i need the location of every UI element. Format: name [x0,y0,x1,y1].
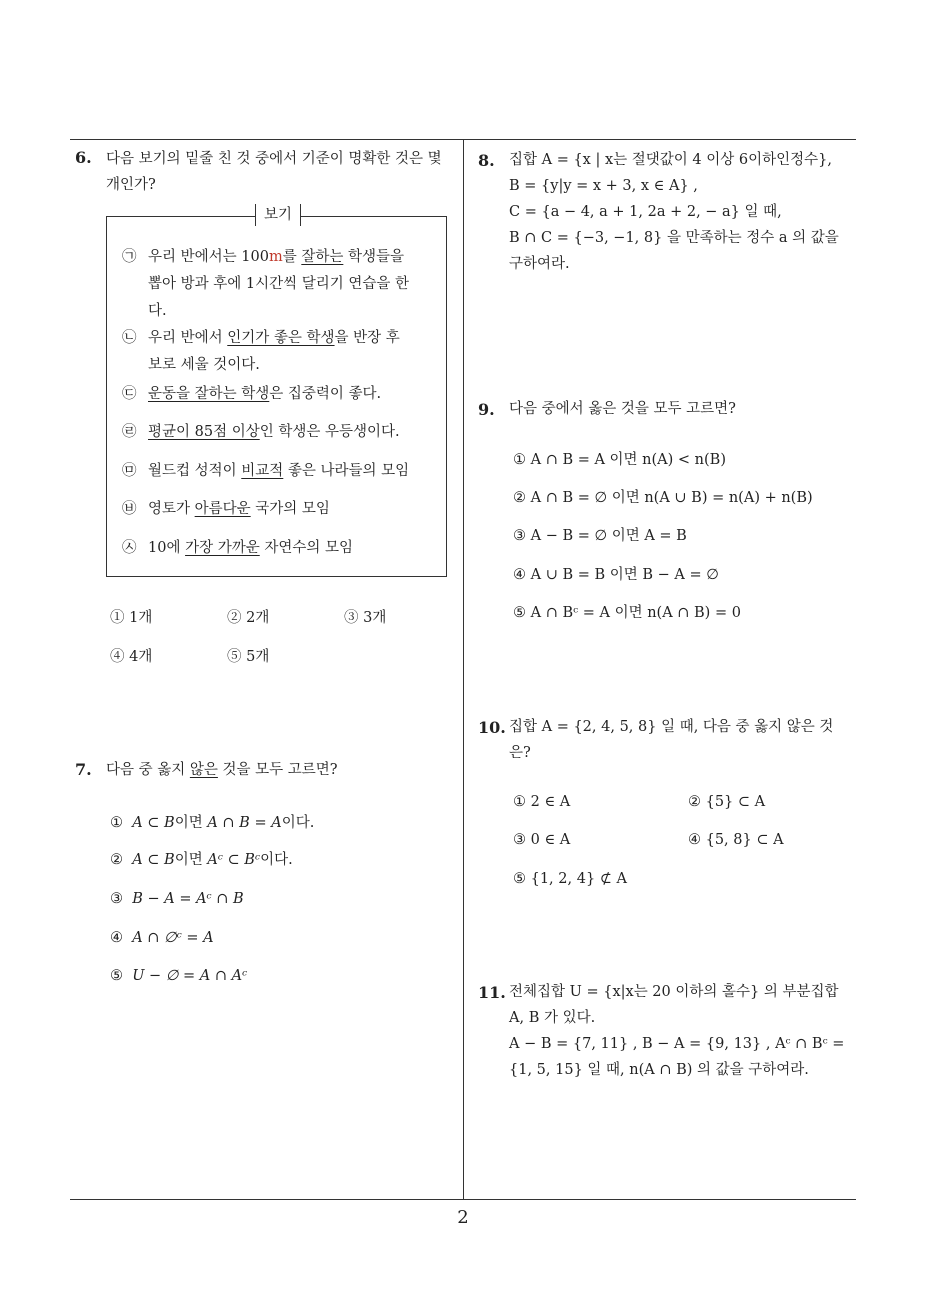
item-text: 영토가 [148,501,195,517]
underlined-phrase: 않은 [189,762,218,778]
q7-text-post: 것을 모두 고르면? [217,762,338,778]
example-item-c [122,381,427,408]
q10-choice-5[interactable]: ⑤ {1, 2, 4} ⊄ A [513,871,628,887]
q11-line: {1, 5, 15} 일 때, n(A ∩ B) 의 값을 구하여라. [509,1062,809,1078]
q7-text [106,757,338,783]
example-item-g [122,535,427,562]
choice-math: A ∩ ∅ᶜ = A [132,930,214,946]
q7-choice-5[interactable] [110,966,247,986]
item-marker: ㉤ [122,463,137,479]
q8-line: 구하여라. [509,256,570,272]
choice-mark: ④ [110,930,123,946]
column-divider [463,140,464,1200]
q10-text [509,714,859,766]
q7-text-pre: 다음 중 옳지 [106,762,190,778]
choice-text: 이다. [281,815,315,831]
item-text: 국가의 모임 [250,501,330,517]
q8-line: C = {a − 4, a + 1, 2a + 2, − a} 일 때, [509,204,782,220]
choice-math: A ∩ B = A [207,815,282,831]
example-box-label: 보기 [255,204,301,226]
item-text: 보로 세울 것이다. [148,357,260,373]
underlined-phrase: 인기가 좋은 학생 [227,330,335,346]
example-item-b [122,325,427,379]
choice-math: Aᶜ ⊂ Bᶜ [207,852,261,868]
q9-number: 9. [478,400,495,419]
q6-line1: 다음 보기의 밑줄 친 것 중에서 기준이 명확한 것은 몇 [106,151,442,167]
q11-text [509,979,864,1083]
underlined-phrase: 평균이 85점 이상 [148,424,260,440]
q9-choice-3[interactable]: ③ A − B = ∅ 이면 A = B [513,528,687,544]
item-text: 우리 반에서 [148,330,228,346]
q6-choice-3[interactable]: ③ 3개 [344,610,387,626]
underlined-phrase: 아름다운 [194,501,251,517]
choice-mark: ② [110,852,123,868]
q7-choice-3[interactable] [110,889,244,909]
q8-line: B = {y|y = x + 3, x ∈ A} , [509,178,698,194]
q6-choice-5[interactable]: ⑤ 5개 [227,649,270,665]
q7-choice-1[interactable] [110,813,314,833]
choice-mark: ⑤ [110,968,123,984]
choice-text: 이면 [174,815,208,831]
item-marker: ㉦ [122,540,137,556]
item-text: 좋은 나라들의 모임 [283,463,410,479]
example-item-d [122,419,427,446]
q8-text [509,147,859,277]
item-text: 월드컵 성적이 [148,463,242,479]
q9-text: 다음 중에서 옳은 것을 모두 고르면? [509,401,736,417]
page-number: 2 [457,1207,469,1228]
item-text: 인 학생은 우등생이다. [259,424,400,440]
item-text: 우리 반에서는 100 [148,249,269,265]
q6-choice-2[interactable]: ② 2개 [227,610,270,626]
q9-choice-4[interactable]: ④ A ∪ B = B 이면 B − A = ∅ [513,567,719,583]
q11-line: 전체집합 U = {x|x는 20 이하의 홀수} 의 부분집합 [509,984,839,1000]
item-marker: ㉠ [122,249,137,265]
q11-number: 11. [478,983,506,1002]
item-text: 학생들을 [343,249,404,265]
q8-line: 집합 A = {x | x는 절댓값이 4 이상 6이하인정수}, [509,152,832,168]
unit-m: m [268,249,283,265]
choice-text: 이면 [174,852,208,868]
example-item-a [122,244,427,325]
choice-text: 이다. [260,852,293,868]
choice-math: B − A = Aᶜ ∩ B [132,891,244,907]
q8-number: 8. [478,151,495,170]
item-text: 뽑아 방과 후에 1시간씩 달리기 연습을 한 [148,276,409,292]
q6-choice-1[interactable]: ① 1개 [110,610,153,626]
q9-choice-1[interactable]: ① A ∩ B = A 이면 n(A) < n(B) [513,452,726,468]
q9-choice-2[interactable]: ② A ∩ B = ∅ 이면 n(A ∪ B) = n(A) + n(B) [513,490,813,506]
q10-choice-2[interactable]: ② {5} ⊂ A [688,794,766,810]
q6-text [106,146,456,198]
item-text: 을 반장 후 [334,330,400,346]
choice-math: U − ∅ = A ∩ Aᶜ [132,968,248,984]
q10-choice-4[interactable]: ④ {5, 8} ⊂ A [688,832,784,848]
choice-mark: ① [110,815,123,831]
q10-line2: 은? [509,745,531,761]
item-marker: ㉡ [122,330,137,346]
choice-math: A ⊂ B [132,852,175,868]
item-marker: ㉢ [122,386,137,402]
q8-line: B ∩ C = {−3, −1, 8} 을 만족하는 정수 a 의 값을 [509,230,839,246]
underlined-phrase: 비교적 [241,463,284,479]
q7-number: 7. [75,760,92,779]
underlined-phrase: 운동을 잘하는 학생 [148,386,270,402]
q6-choice-4[interactable]: ④ 4개 [110,649,153,665]
choice-math: A ⊂ B [132,815,175,831]
q10-choice-1[interactable]: ① 2 ∈ A [513,794,571,810]
item-text: 10에 [148,540,186,556]
q6-line2: 개인가? [106,177,156,193]
q9-choice-5[interactable]: ⑤ A ∩ Bᶜ = A 이면 n(A ∩ B) = 0 [513,605,741,621]
item-marker: ㉣ [122,424,137,440]
item-text: 자연수의 모임 [259,540,353,556]
q7-choice-2[interactable] [110,850,293,870]
q10-line1: 집합 A = {2, 4, 5, 8} 일 때, 다음 중 옳지 않은 것 [509,719,834,735]
item-marker: ㉥ [122,501,137,517]
q11-line: A − B = {7, 11} , B − A = {9, 13} , Aᶜ ∩ Bᶜ = [509,1036,845,1052]
bottom-rule [70,1199,856,1200]
item-text: 은 집중력이 좋다. [269,386,382,402]
q11-line: A, B 가 있다. [509,1010,596,1026]
example-item-e [122,458,427,485]
choice-mark: ③ [110,891,123,907]
example-item-f [122,496,427,523]
item-text: 다. [148,303,167,319]
item-text: 를 [282,249,302,265]
underlined-phrase: 잘하는 [301,249,344,265]
q10-choice-3[interactable]: ③ 0 ∈ A [513,832,571,848]
q7-choice-4[interactable] [110,928,214,948]
q10-number: 10. [478,718,506,737]
q6-number: 6. [75,148,92,167]
underlined-phrase: 가장 가까운 [185,540,260,556]
